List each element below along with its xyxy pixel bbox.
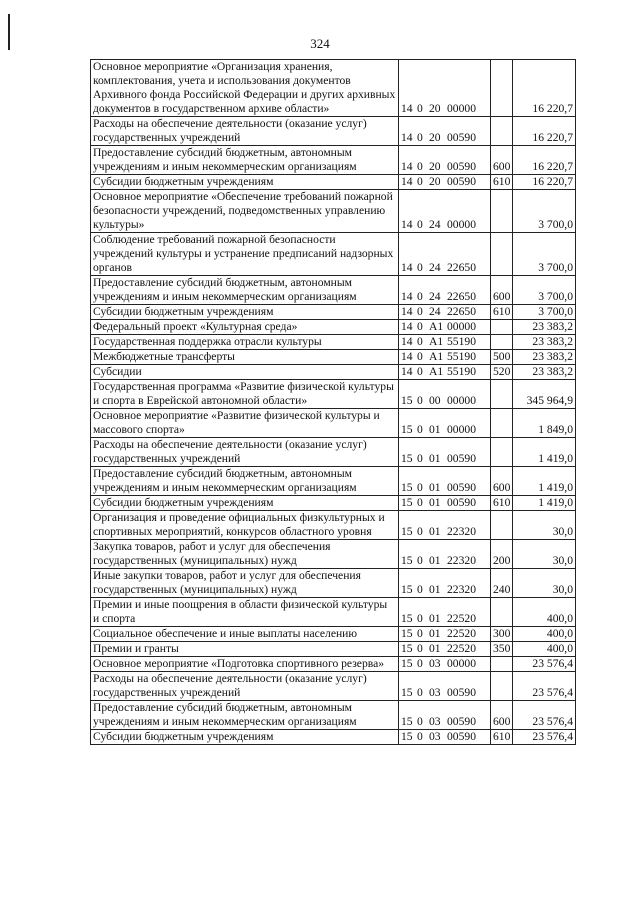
code-part: 14 <box>401 335 413 348</box>
code-part: 15 <box>401 627 413 640</box>
code-part: 0 <box>417 218 423 231</box>
row-amount: 23 383,2 <box>513 365 576 380</box>
row-expense-type: 520 <box>491 365 513 380</box>
code-part: 22320 <box>447 525 476 538</box>
row-expense-type: 610 <box>491 496 513 511</box>
row-name: Соблюдение требований пожарной безопасности учреждений культуры и устранение предписаний надзорных органов <box>91 233 399 276</box>
table-row <box>91 642 576 657</box>
code-part: 00000 <box>447 423 476 436</box>
budget-table <box>90 59 576 745</box>
row-amount: 16 220,7 <box>513 146 576 175</box>
table-row <box>91 276 576 305</box>
row-expense-type <box>491 190 513 233</box>
code-part: 00000 <box>447 394 476 407</box>
code-part: 15 <box>401 423 413 436</box>
code-part: 0 <box>417 554 423 567</box>
code-part: 01 <box>429 627 441 640</box>
table-row <box>91 598 576 627</box>
row-name: Государственная программа «Развитие физической культуры и спорта в Еврейской автономной области» <box>91 380 399 409</box>
row-amount: 400,0 <box>513 642 576 657</box>
row-code <box>399 642 491 657</box>
code-part: 22520 <box>447 642 476 655</box>
code-part: 55190 <box>447 365 476 378</box>
row-amount: 30,0 <box>513 540 576 569</box>
row-name: Субсидии бюджетным учреждениям <box>91 175 399 190</box>
code-part: 14 <box>401 175 413 188</box>
code-part: A1 <box>429 335 444 348</box>
table-row <box>91 730 576 745</box>
row-amount: 16 220,7 <box>513 175 576 190</box>
code-part: 14 <box>401 160 413 173</box>
code-part: 20 <box>429 131 441 144</box>
table-row <box>91 657 576 672</box>
code-part: 55190 <box>447 350 476 363</box>
row-name: Межбюджетные трансферты <box>91 350 399 365</box>
row-amount: 23 576,4 <box>513 657 576 672</box>
row-expense-type <box>491 320 513 335</box>
row-code <box>399 672 491 701</box>
row-name: Расходы на обеспечение деятельности (оказание услуг) государственных учреждений <box>91 672 399 701</box>
budget-table-body <box>91 60 576 745</box>
code-part: 14 <box>401 350 413 363</box>
code-part: 14 <box>401 305 413 318</box>
row-name: Закупка товаров, работ и услуг для обеспечения государственных (муниципальных) нужд <box>91 540 399 569</box>
row-code <box>399 380 491 409</box>
code-part: 20 <box>429 102 441 115</box>
row-amount: 23 383,2 <box>513 335 576 350</box>
row-name: Субсидии <box>91 365 399 380</box>
row-amount: 345 964,9 <box>513 380 576 409</box>
code-part: 00000 <box>447 218 476 231</box>
code-part: 00000 <box>447 657 476 670</box>
row-amount: 30,0 <box>513 511 576 540</box>
code-part: 15 <box>401 496 413 509</box>
row-amount: 16 220,7 <box>513 117 576 146</box>
code-part: 0 <box>417 131 423 144</box>
row-code <box>399 350 491 365</box>
table-row <box>91 365 576 380</box>
row-amount: 3 700,0 <box>513 276 576 305</box>
code-part: 0 <box>417 583 423 596</box>
row-amount: 400,0 <box>513 598 576 627</box>
code-part: 15 <box>401 686 413 699</box>
row-expense-type <box>491 60 513 117</box>
row-amount: 400,0 <box>513 627 576 642</box>
table-row <box>91 320 576 335</box>
row-expense-type <box>491 380 513 409</box>
row-name: Основное мероприятие «Подготовка спортивного резерва» <box>91 657 399 672</box>
code-part: 01 <box>429 496 441 509</box>
row-expense-type: 600 <box>491 276 513 305</box>
row-amount: 23 383,2 <box>513 350 576 365</box>
row-amount: 16 220,7 <box>513 60 576 117</box>
row-name: Премии и гранты <box>91 642 399 657</box>
row-code <box>399 146 491 175</box>
row-amount: 1 419,0 <box>513 467 576 496</box>
row-expense-type <box>491 672 513 701</box>
row-expense-type <box>491 598 513 627</box>
table-row <box>91 409 576 438</box>
row-code <box>399 335 491 350</box>
code-part: 03 <box>429 730 441 743</box>
row-name: Социальное обеспечение и иные выплаты населению <box>91 627 399 642</box>
code-part: 0 <box>417 261 423 274</box>
row-code <box>399 569 491 598</box>
row-amount: 1 419,0 <box>513 438 576 467</box>
page-number: 324 <box>310 36 330 51</box>
code-part: 0 <box>417 452 423 465</box>
code-part: 15 <box>401 642 413 655</box>
code-part: 00590 <box>447 175 476 188</box>
code-part: 22650 <box>447 261 476 274</box>
code-part: 22650 <box>447 305 476 318</box>
code-part: 00590 <box>447 131 476 144</box>
code-part: 15 <box>401 481 413 494</box>
code-part: 24 <box>429 218 441 231</box>
row-expense-type: 610 <box>491 175 513 190</box>
code-part: 22320 <box>447 554 476 567</box>
code-part: 0 <box>417 320 423 333</box>
code-part: 22650 <box>447 290 476 303</box>
code-part: 00000 <box>447 102 476 115</box>
code-part: 0 <box>417 642 423 655</box>
row-amount: 30,0 <box>513 569 576 598</box>
row-code <box>399 60 491 117</box>
code-part: 24 <box>429 261 441 274</box>
row-code <box>399 409 491 438</box>
row-expense-type: 350 <box>491 642 513 657</box>
table-row <box>91 190 576 233</box>
row-name: Федеральный проект «Культурная среда» <box>91 320 399 335</box>
row-expense-type <box>491 335 513 350</box>
code-part: 14 <box>401 365 413 378</box>
table-row <box>91 175 576 190</box>
code-part: 03 <box>429 715 441 728</box>
row-amount: 3 700,0 <box>513 305 576 320</box>
code-part: 03 <box>429 686 441 699</box>
code-part: 0 <box>417 365 423 378</box>
row-name: Основное мероприятие «Развитие физической культуры и массового спорта» <box>91 409 399 438</box>
table-row <box>91 569 576 598</box>
code-part: 01 <box>429 642 441 655</box>
row-name: Расходы на обеспечение деятельности (оказание услуг) государственных учреждений <box>91 117 399 146</box>
row-name: Основное мероприятие «Обеспечение требований пожарной безопасности учреждений, подведомственных управлению культуры» <box>91 190 399 233</box>
code-part: 00 <box>429 394 441 407</box>
code-part: 24 <box>429 305 441 318</box>
code-part: 15 <box>401 525 413 538</box>
code-part: 15 <box>401 394 413 407</box>
code-part: 0 <box>417 496 423 509</box>
code-part: 0 <box>417 686 423 699</box>
code-part: 0 <box>417 657 423 670</box>
row-name: Предоставление субсидий бюджетным, автономным учреждениям и иным некоммерческим организациям <box>91 701 399 730</box>
table-row <box>91 146 576 175</box>
code-part: 22520 <box>447 627 476 640</box>
row-name: Предоставление субсидий бюджетным, автономным учреждениям и иным некоммерческим организациям <box>91 146 399 175</box>
row-expense-type <box>491 409 513 438</box>
code-part: 15 <box>401 612 413 625</box>
code-part: 0 <box>417 350 423 363</box>
code-part: 0 <box>417 335 423 348</box>
code-part: 0 <box>417 525 423 538</box>
code-part: 0 <box>417 730 423 743</box>
code-part: 14 <box>401 261 413 274</box>
code-part: 55190 <box>447 335 476 348</box>
row-expense-type <box>491 233 513 276</box>
code-part: 00590 <box>447 686 476 699</box>
row-amount: 23 383,2 <box>513 320 576 335</box>
row-expense-type: 300 <box>491 627 513 642</box>
row-code <box>399 701 491 730</box>
row-code <box>399 175 491 190</box>
row-expense-type: 240 <box>491 569 513 598</box>
row-expense-type: 610 <box>491 730 513 745</box>
code-part: 0 <box>417 612 423 625</box>
code-part: 0 <box>417 394 423 407</box>
code-part: 0 <box>417 715 423 728</box>
row-code <box>399 467 491 496</box>
table-row <box>91 496 576 511</box>
code-part: 14 <box>401 102 413 115</box>
row-amount: 3 700,0 <box>513 190 576 233</box>
row-code <box>399 627 491 642</box>
code-part: 00590 <box>447 496 476 509</box>
row-name: Субсидии бюджетным учреждениям <box>91 305 399 320</box>
row-expense-type: 200 <box>491 540 513 569</box>
code-part: 15 <box>401 715 413 728</box>
row-amount: 3 700,0 <box>513 233 576 276</box>
row-amount: 23 576,4 <box>513 672 576 701</box>
row-code <box>399 657 491 672</box>
row-name: Премии и иные поощрения в области физической культуры и спорта <box>91 598 399 627</box>
code-part: 15 <box>401 730 413 743</box>
code-part: A1 <box>429 320 444 333</box>
row-code <box>399 598 491 627</box>
row-name: Иные закупки товаров, работ и услуг для обеспечения государственных (муниципальных) нужд <box>91 569 399 598</box>
table-row <box>91 335 576 350</box>
row-amount: 1 419,0 <box>513 496 576 511</box>
row-code <box>399 117 491 146</box>
row-expense-type: 600 <box>491 701 513 730</box>
code-part: 03 <box>429 657 441 670</box>
code-part: 14 <box>401 320 413 333</box>
code-part: 0 <box>417 160 423 173</box>
code-part: 14 <box>401 218 413 231</box>
code-part: 20 <box>429 175 441 188</box>
row-code <box>399 320 491 335</box>
code-part: 00590 <box>447 715 476 728</box>
row-expense-type: 500 <box>491 350 513 365</box>
code-part: A1 <box>429 365 444 378</box>
row-code <box>399 438 491 467</box>
code-part: 0 <box>417 481 423 494</box>
code-part: 24 <box>429 290 441 303</box>
code-part: 01 <box>429 612 441 625</box>
code-part: 14 <box>401 290 413 303</box>
code-part: 00590 <box>447 160 476 173</box>
row-name: Предоставление субсидий бюджетным, автономным учреждениям и иным некоммерческим организациям <box>91 467 399 496</box>
row-expense-type: 600 <box>491 146 513 175</box>
code-part: A1 <box>429 350 444 363</box>
row-amount: 1 849,0 <box>513 409 576 438</box>
row-name: Организация и проведение официальных физкультурных и спортивных мероприятий, конкурсов областного уровня <box>91 511 399 540</box>
code-part: 22320 <box>447 583 476 596</box>
code-part: 01 <box>429 525 441 538</box>
table-row <box>91 511 576 540</box>
row-expense-type: 610 <box>491 305 513 320</box>
code-part: 0 <box>417 102 423 115</box>
row-code <box>399 511 491 540</box>
code-part: 01 <box>429 452 441 465</box>
code-part: 01 <box>429 423 441 436</box>
row-name: Субсидии бюджетным учреждениям <box>91 730 399 745</box>
code-part: 15 <box>401 452 413 465</box>
code-part: 0 <box>417 305 423 318</box>
row-name: Расходы на обеспечение деятельности (оказание услуг) государственных учреждений <box>91 438 399 467</box>
code-part: 00590 <box>447 481 476 494</box>
row-amount: 23 576,4 <box>513 730 576 745</box>
row-expense-type <box>491 511 513 540</box>
table-row <box>91 540 576 569</box>
code-part: 01 <box>429 481 441 494</box>
table-row <box>91 233 576 276</box>
table-row <box>91 672 576 701</box>
row-name: Предоставление субсидий бюджетным, автономным учреждениям и иным некоммерческим организациям <box>91 276 399 305</box>
code-part: 0 <box>417 290 423 303</box>
table-row <box>91 627 576 642</box>
code-part: 15 <box>401 583 413 596</box>
code-part: 14 <box>401 131 413 144</box>
code-part: 20 <box>429 160 441 173</box>
row-code <box>399 190 491 233</box>
row-expense-type <box>491 117 513 146</box>
code-part: 01 <box>429 554 441 567</box>
code-part: 22520 <box>447 612 476 625</box>
row-code <box>399 365 491 380</box>
row-expense-type <box>491 657 513 672</box>
row-name: Основное мероприятие «Организация хранения, комплектования, учета и использования документов Архивного фонда Российской Федерации и других архивных документов в государственном архиве области» <box>91 60 399 117</box>
code-part: 00590 <box>447 730 476 743</box>
row-code <box>399 730 491 745</box>
row-name: Государственная поддержка отрасли культуры <box>91 335 399 350</box>
row-code <box>399 276 491 305</box>
code-part: 0 <box>417 175 423 188</box>
table-row <box>91 380 576 409</box>
code-part: 15 <box>401 554 413 567</box>
table-row <box>91 467 576 496</box>
table-row <box>91 305 576 320</box>
row-expense-type <box>491 438 513 467</box>
code-part: 01 <box>429 583 441 596</box>
row-code <box>399 496 491 511</box>
row-code <box>399 540 491 569</box>
table-row <box>91 350 576 365</box>
table-row <box>91 701 576 730</box>
row-code <box>399 233 491 276</box>
code-part: 0 <box>417 627 423 640</box>
row-expense-type: 600 <box>491 467 513 496</box>
row-name: Субсидии бюджетным учреждениям <box>91 496 399 511</box>
code-part: 0 <box>417 423 423 436</box>
table-row <box>91 60 576 117</box>
row-amount: 23 576,4 <box>513 701 576 730</box>
table-row <box>91 438 576 467</box>
code-part: 00590 <box>447 452 476 465</box>
code-part: 15 <box>401 657 413 670</box>
code-part: 00000 <box>447 320 476 333</box>
row-code <box>399 305 491 320</box>
table-row <box>91 117 576 146</box>
